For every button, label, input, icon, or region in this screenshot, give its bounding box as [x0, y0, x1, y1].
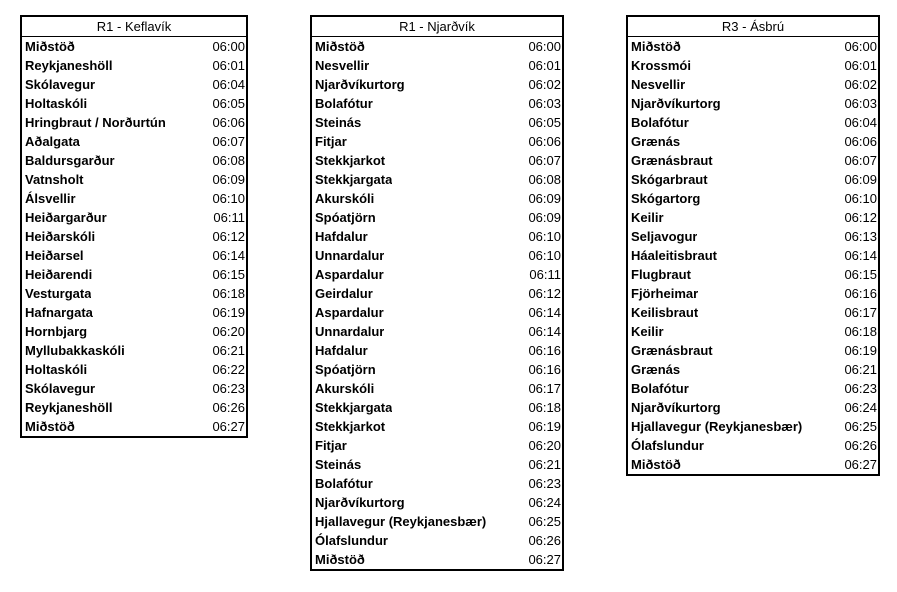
- stop-name: Aðalgata: [25, 134, 80, 149]
- departure-time: 06:17: [528, 381, 561, 396]
- stop-name: Keilisbraut: [631, 305, 699, 320]
- table-row: [22, 37, 246, 56]
- table-row: [628, 455, 878, 474]
- stop-name: Flugbraut: [631, 267, 691, 282]
- departure-time: 06:01: [528, 58, 561, 73]
- stop-name: Myllubakkaskóli: [25, 343, 125, 358]
- departure-time: 06:27: [844, 457, 877, 472]
- departure-time: 06:16: [528, 343, 561, 358]
- table-row: [312, 151, 562, 170]
- table-row: [312, 94, 562, 113]
- table-row: [22, 170, 246, 189]
- table-row: [312, 189, 562, 208]
- table-row: [312, 113, 562, 132]
- stop-name: Holtaskóli: [25, 362, 88, 377]
- departure-time: 06:14: [844, 248, 877, 263]
- departure-time: 06:21: [212, 343, 245, 358]
- table-row: [312, 284, 562, 303]
- departure-time: 06:20: [528, 438, 561, 453]
- stop-name: Skógarbraut: [631, 172, 708, 187]
- table-row: [628, 132, 878, 151]
- stop-name: Njarðvíkurtorg: [631, 96, 721, 111]
- departure-time: 06:26: [212, 400, 245, 415]
- departure-time: 06:10: [844, 191, 877, 206]
- departure-time: 06:14: [212, 248, 245, 263]
- stop-name: Grænás: [631, 362, 681, 377]
- table-row: [312, 398, 562, 417]
- departure-time: 06:23: [212, 381, 245, 396]
- table-row: [312, 436, 562, 455]
- stop-name: Unnardalur: [315, 248, 385, 263]
- table-row: [22, 94, 246, 113]
- timetable-rows: [312, 37, 562, 569]
- stop-name: Unnardalur: [315, 324, 385, 339]
- table-row: [628, 436, 878, 455]
- departure-time: 06:19: [528, 419, 561, 434]
- table-row: [312, 493, 562, 512]
- stop-name: Krossmói: [631, 58, 691, 73]
- stop-name: Aspardalur: [315, 267, 384, 282]
- table-row: [312, 208, 562, 227]
- table-row: [628, 379, 878, 398]
- table-row: [22, 417, 246, 436]
- table-row: [22, 303, 246, 322]
- stop-name: Ólafslundur: [315, 533, 388, 548]
- departure-time: 06:01: [212, 58, 245, 73]
- table-row: [628, 94, 878, 113]
- stop-name: Heiðargarður: [25, 210, 107, 225]
- table-row: [628, 341, 878, 360]
- departure-time: 06:00: [844, 39, 877, 54]
- table-row: [22, 75, 246, 94]
- table-row: [628, 37, 878, 56]
- stop-name: Stekkjarkot: [315, 153, 386, 168]
- departure-time: 06:05: [212, 96, 245, 111]
- timetable-r1-keflavik: [20, 15, 248, 438]
- table-row: [628, 227, 878, 246]
- departure-time: 06:24: [844, 400, 877, 415]
- table-row: [312, 512, 562, 531]
- stop-name: Baldursgarður: [25, 153, 115, 168]
- table-row: [22, 341, 246, 360]
- stop-name: Skógartorg: [631, 191, 701, 206]
- table-row: [22, 379, 246, 398]
- stop-name: Nesvellir: [315, 58, 370, 73]
- table-row: [628, 151, 878, 170]
- timetable-r1-njardvik: [310, 15, 564, 571]
- timetable-r3-asbru: [626, 15, 880, 476]
- table-row: [312, 56, 562, 75]
- stop-name: Geirdalur: [315, 286, 373, 301]
- stop-name: Fitjar: [315, 438, 347, 453]
- stop-name: Njarðvíkurtorg: [315, 495, 405, 510]
- departure-time: 06:25: [528, 514, 561, 529]
- stop-name: Miðstöð: [25, 39, 75, 54]
- table-row: [312, 550, 562, 569]
- stop-name: Bolafótur: [315, 96, 373, 111]
- stop-name: Miðstöð: [631, 39, 681, 54]
- stop-name: Stekkjarkot: [315, 419, 386, 434]
- departure-time: 06:10: [212, 191, 245, 206]
- timetable-rows: [628, 37, 878, 474]
- stop-name: Grænásbraut: [631, 153, 713, 168]
- departure-time: 06:04: [212, 77, 245, 92]
- stop-name: Vesturgata: [25, 286, 92, 301]
- stop-name: Grænás: [631, 134, 681, 149]
- stop-name: Heiðarsel: [25, 248, 84, 263]
- stop-name: Njarðvíkurtorg: [631, 400, 721, 415]
- departure-time: 06:08: [212, 153, 245, 168]
- stop-name: Reykjaneshöll: [25, 400, 113, 415]
- departure-time: 06:00: [528, 39, 561, 54]
- stop-name: Hornbjarg: [25, 324, 88, 339]
- table-row: [628, 303, 878, 322]
- departure-time: 06:19: [844, 343, 877, 358]
- departure-time: 06:10: [528, 248, 561, 263]
- stop-name: Aspardalur: [315, 305, 384, 320]
- stop-name: Heiðarskóli: [25, 229, 96, 244]
- stop-name: Spóatjörn: [315, 362, 376, 377]
- stop-name: Seljavogur: [631, 229, 698, 244]
- table-row: [22, 398, 246, 417]
- departure-time: 06:07: [212, 134, 245, 149]
- timetable-rows: [22, 37, 246, 436]
- stop-name: Stekkjargata: [315, 400, 393, 415]
- table-row: [22, 265, 246, 284]
- stop-name: Ólafslundur: [631, 438, 704, 453]
- stop-name: Hafdalur: [315, 343, 368, 358]
- stop-name: Grænásbraut: [631, 343, 713, 358]
- departure-time: 06:02: [844, 77, 877, 92]
- departure-time: 06:09: [844, 172, 877, 187]
- departure-time: 06:12: [528, 286, 561, 301]
- stop-name: Miðstöð: [25, 419, 75, 434]
- departure-time: 06:20: [212, 324, 245, 339]
- departure-time: 06:09: [212, 172, 245, 187]
- timetable-title: R3 - Ásbrú: [628, 17, 878, 37]
- stop-name: Miðstöð: [315, 39, 365, 54]
- departure-time: 06:07: [844, 153, 877, 168]
- departure-time: 06:10: [528, 229, 561, 244]
- stop-name: Akurskóli: [315, 191, 375, 206]
- departure-time: 06:21: [844, 362, 877, 377]
- departure-time: 06:27: [212, 419, 245, 434]
- departure-time: 06:15: [212, 267, 245, 282]
- table-row: [22, 360, 246, 379]
- departure-time: 06:18: [212, 286, 245, 301]
- table-row: [628, 170, 878, 189]
- table-row: [312, 303, 562, 322]
- table-row: [312, 75, 562, 94]
- departure-time: 06:21: [528, 457, 561, 472]
- stop-name: Stekkjargata: [315, 172, 393, 187]
- table-row: [628, 75, 878, 94]
- stop-name: Steinás: [315, 457, 362, 472]
- departure-time: 06:00: [212, 39, 245, 54]
- timetable-title: R1 - Keflavík: [22, 17, 246, 37]
- stop-name: Holtaskóli: [25, 96, 88, 111]
- departure-time: 06:27: [528, 552, 561, 567]
- departure-time: 06:07: [528, 153, 561, 168]
- table-row: [628, 246, 878, 265]
- table-row: [628, 113, 878, 132]
- departure-time: 06:18: [528, 400, 561, 415]
- table-row: [628, 189, 878, 208]
- table-row: [312, 37, 562, 56]
- departure-time: 06:09: [528, 210, 561, 225]
- stop-name: Hafdalur: [315, 229, 368, 244]
- departure-time: 06:12: [844, 210, 877, 225]
- departure-time: 06:15: [844, 267, 877, 282]
- table-row: [22, 322, 246, 341]
- departure-time: 06:25: [844, 419, 877, 434]
- departure-time: 06:17: [844, 305, 877, 320]
- departure-time: 06:06: [212, 115, 245, 130]
- departure-time: 06:01: [844, 58, 877, 73]
- departure-time: 06:12: [212, 229, 245, 244]
- departure-time: 06:19: [212, 305, 245, 320]
- departure-time: 06:23: [844, 381, 877, 396]
- departure-time: 06:11: [213, 210, 245, 225]
- stop-name: Miðstöð: [315, 552, 365, 567]
- stop-name: Bolafótur: [631, 381, 689, 396]
- stop-name: Heiðarendi: [25, 267, 93, 282]
- departure-time: 06:26: [528, 533, 561, 548]
- table-row: [628, 265, 878, 284]
- departure-time: 06:03: [844, 96, 877, 111]
- stop-name: Keilir: [631, 324, 664, 339]
- departure-time: 06:13: [844, 229, 877, 244]
- departure-time: 06:04: [844, 115, 877, 130]
- table-row: [312, 132, 562, 151]
- stop-name: Bolafótur: [315, 476, 373, 491]
- departure-time: 06:24: [528, 495, 561, 510]
- stop-name: Nesvellir: [631, 77, 686, 92]
- table-row: [628, 284, 878, 303]
- table-row: [312, 265, 562, 284]
- stop-name: Fjörheimar: [631, 286, 699, 301]
- stop-name: Njarðvíkurtorg: [315, 77, 405, 92]
- table-row: [312, 341, 562, 360]
- stop-name: Bolafótur: [631, 115, 689, 130]
- table-row: [22, 208, 246, 227]
- stop-name: Álsvellir: [25, 191, 76, 206]
- departure-time: 06:06: [528, 134, 561, 149]
- table-row: [628, 360, 878, 379]
- stop-name: Skólavegur: [25, 77, 96, 92]
- table-row: [22, 227, 246, 246]
- stop-name: Spóatjörn: [315, 210, 376, 225]
- departure-time: 06:02: [528, 77, 561, 92]
- stop-name: Keilir: [631, 210, 664, 225]
- departure-time: 06:03: [528, 96, 561, 111]
- table-row: [312, 474, 562, 493]
- table-row: [312, 455, 562, 474]
- table-row: [628, 208, 878, 227]
- stop-name: Hringbraut / Norðurtún: [25, 115, 166, 130]
- departure-time: 06:14: [528, 305, 561, 320]
- stop-name: Fitjar: [315, 134, 347, 149]
- table-row: [22, 151, 246, 170]
- stop-name: Steinás: [315, 115, 362, 130]
- departure-time: 06:09: [528, 191, 561, 206]
- stop-name: Vatnsholt: [25, 172, 84, 187]
- stop-name: Hjallavegur (Reykjanesbær): [631, 419, 803, 434]
- departure-time: 06:11: [529, 267, 561, 282]
- departure-time: 06:22: [212, 362, 245, 377]
- stop-name: Skólavegur: [25, 381, 96, 396]
- departure-time: 06:08: [528, 172, 561, 187]
- stop-name: Hjallavegur (Reykjanesbær): [315, 514, 487, 529]
- departure-time: 06:23: [528, 476, 561, 491]
- stop-name: Miðstöð: [631, 457, 681, 472]
- table-row: [22, 246, 246, 265]
- table-row: [312, 417, 562, 436]
- departure-time: 06:18: [844, 324, 877, 339]
- stop-name: Hafnargata: [25, 305, 93, 320]
- table-row: [22, 189, 246, 208]
- stop-name: Háaleitisbraut: [631, 248, 717, 263]
- stop-name: Akurskóli: [315, 381, 375, 396]
- table-row: [312, 379, 562, 398]
- table-row: [22, 284, 246, 303]
- table-row: [628, 56, 878, 75]
- timetable-title: R1 - Njarðvík: [312, 17, 562, 37]
- table-row: [312, 360, 562, 379]
- table-row: [312, 227, 562, 246]
- table-row: [628, 417, 878, 436]
- stop-name: Reykjaneshöll: [25, 58, 113, 73]
- table-row: [22, 132, 246, 151]
- table-row: [312, 322, 562, 341]
- table-row: [312, 170, 562, 189]
- table-row: [22, 113, 246, 132]
- table-row: [628, 322, 878, 341]
- departure-time: 06:26: [844, 438, 877, 453]
- departure-time: 06:16: [844, 286, 877, 301]
- table-row: [312, 531, 562, 550]
- departure-time: 06:16: [528, 362, 561, 377]
- table-row: [22, 56, 246, 75]
- departure-time: 06:14: [528, 324, 561, 339]
- departure-time: 06:06: [844, 134, 877, 149]
- departure-time: 06:05: [528, 115, 561, 130]
- table-row: [628, 398, 878, 417]
- table-row: [312, 246, 562, 265]
